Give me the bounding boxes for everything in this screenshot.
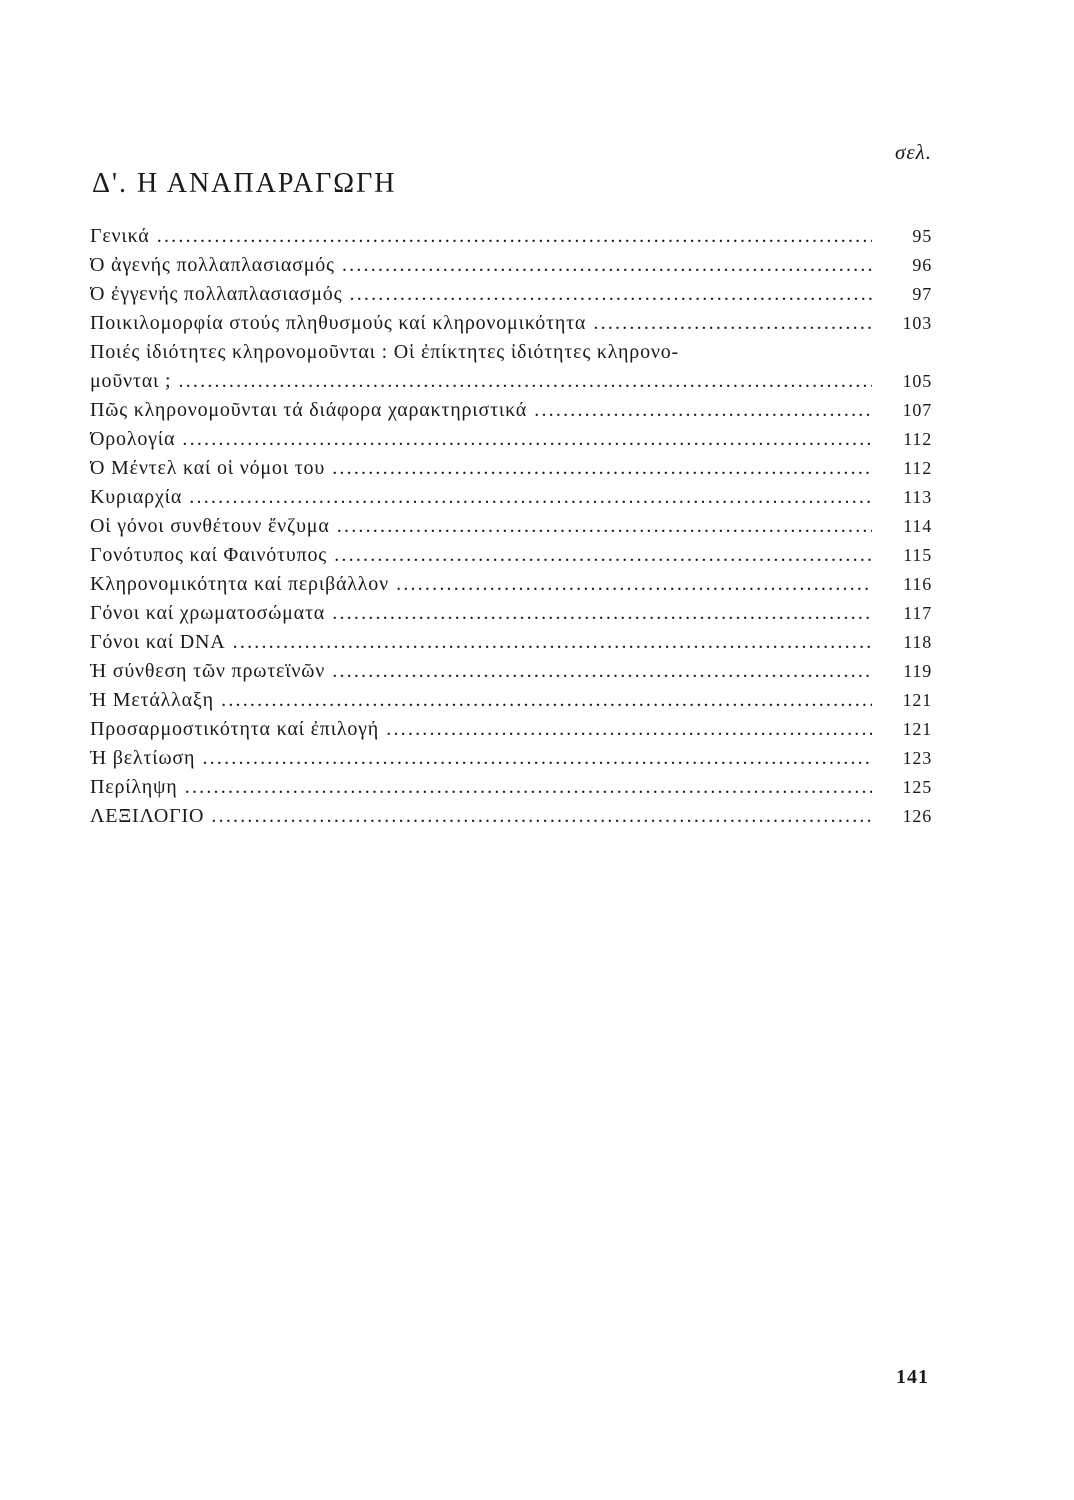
- toc-entry-title: Γονότυπος καί Φαινότυπος .....: [90, 541, 872, 570]
- toc-entry: [90, 512, 932, 541]
- toc-entry: [90, 454, 932, 483]
- toc-entry-page: 121: [882, 686, 932, 715]
- toc-entry: [90, 367, 932, 396]
- toc-entry-page: 105: [882, 367, 932, 396]
- toc-entry-title: Ή σύνθεση τῶν πρωτεϊνῶν .....: [90, 657, 872, 686]
- toc-entry: [90, 483, 932, 512]
- toc-entry: [90, 628, 932, 657]
- toc-entry-title: Όρολογία .....: [90, 425, 872, 454]
- table-of-contents: [90, 222, 932, 831]
- toc-entry-page: 121: [882, 715, 932, 744]
- toc-entry-title: Γόνοι καί DNA .....: [90, 628, 872, 657]
- toc-entry-title: Ή βελτίωση .....: [90, 744, 872, 773]
- toc-entry-page: 112: [882, 425, 932, 454]
- toc-entry-title: Ό ἐγγενής πολλαπλασιασμός .....: [90, 280, 872, 309]
- toc-entry-title: Ό ἀγενής πολλαπλασιασμός .....: [90, 251, 872, 280]
- toc-entry-title: Ό Μέντελ καί οἱ νόμοι του .....: [90, 454, 872, 483]
- toc-entry-title: Πῶς κληρονομοῦνται τά διάφορα χαρακτηριστικά .....: [90, 396, 872, 425]
- toc-entry-page: 115: [882, 541, 932, 570]
- toc-entry-title: Κληρονομικότητα καί περιβάλλον .....: [90, 570, 872, 599]
- page-number: 141: [896, 1366, 929, 1388]
- toc-entry-page: 123: [882, 744, 932, 773]
- toc-entry-title: ΛΕΞΙΛΟΓΙΟ .....: [90, 802, 872, 831]
- page-column-label: σελ.: [895, 140, 932, 164]
- toc-entry: [90, 686, 932, 715]
- toc-entry-page: 113: [882, 483, 932, 512]
- toc-entry-page: 114: [882, 512, 932, 541]
- toc-entry-page: 125: [882, 773, 932, 802]
- toc-entry-title: Γόνοι καί χρωματοσώματα .....: [90, 599, 872, 628]
- toc-entry-title-line1: Ποιές ἰδιότητες κληρονομοῦνται : Οἱ ἐπίκτητες ἰδιότητες κληρονο-: [90, 341, 679, 363]
- toc-entry: [90, 657, 932, 686]
- toc-entry-title: Ποικιλομορφία στούς πληθυσμούς καί κληρονομικότητα .....: [90, 309, 872, 338]
- toc-entry: [90, 280, 932, 309]
- toc-entry-title: μοῦνται ; .....: [90, 367, 872, 396]
- toc-entry-page: 112: [882, 454, 932, 483]
- toc-entry: [90, 396, 932, 425]
- toc-entry-title: Περίληψη .....: [90, 773, 872, 802]
- toc-entry-title: Γενικά .....: [90, 222, 872, 251]
- toc-entry: [90, 541, 932, 570]
- toc-entry: [90, 802, 932, 831]
- toc-entry-first-line: [90, 338, 932, 367]
- toc-entry-page: 117: [882, 599, 932, 628]
- toc-entry: [90, 744, 932, 773]
- toc-entry-page: 107: [882, 396, 932, 425]
- toc-entry: [90, 425, 932, 454]
- toc-entry-title: Προσαρμοστικότητα καί ἐπιλογή .....: [90, 715, 872, 744]
- toc-entry-title: Κυριαρχία .....: [90, 483, 872, 512]
- toc-entry: [90, 599, 932, 628]
- toc-entry-page: 119: [882, 657, 932, 686]
- section-title: Δ'. Η ΑΝΑΠΑΡΑΓΩΓΗ: [92, 168, 397, 199]
- toc-entry-page: 118: [882, 628, 932, 657]
- toc-entry: [90, 773, 932, 802]
- toc-entry: [90, 309, 932, 338]
- toc-entry-page: 116: [882, 570, 932, 599]
- toc-entry: [90, 715, 932, 744]
- toc-entry: [90, 251, 932, 280]
- toc-entry-title: Οἱ γόνοι συνθέτουν ἔνζυμα .....: [90, 512, 872, 541]
- toc-entry-page: 97: [882, 280, 932, 309]
- toc-entry-page: 103: [882, 309, 932, 338]
- toc-entry-page: 96: [882, 251, 932, 280]
- toc-entry: [90, 570, 932, 599]
- toc-entry-title: Ή Μετάλλαξη .....: [90, 686, 872, 715]
- toc-entry: [90, 222, 932, 251]
- toc-entry-page: 95: [882, 222, 932, 251]
- toc-entry-page: 126: [882, 802, 932, 831]
